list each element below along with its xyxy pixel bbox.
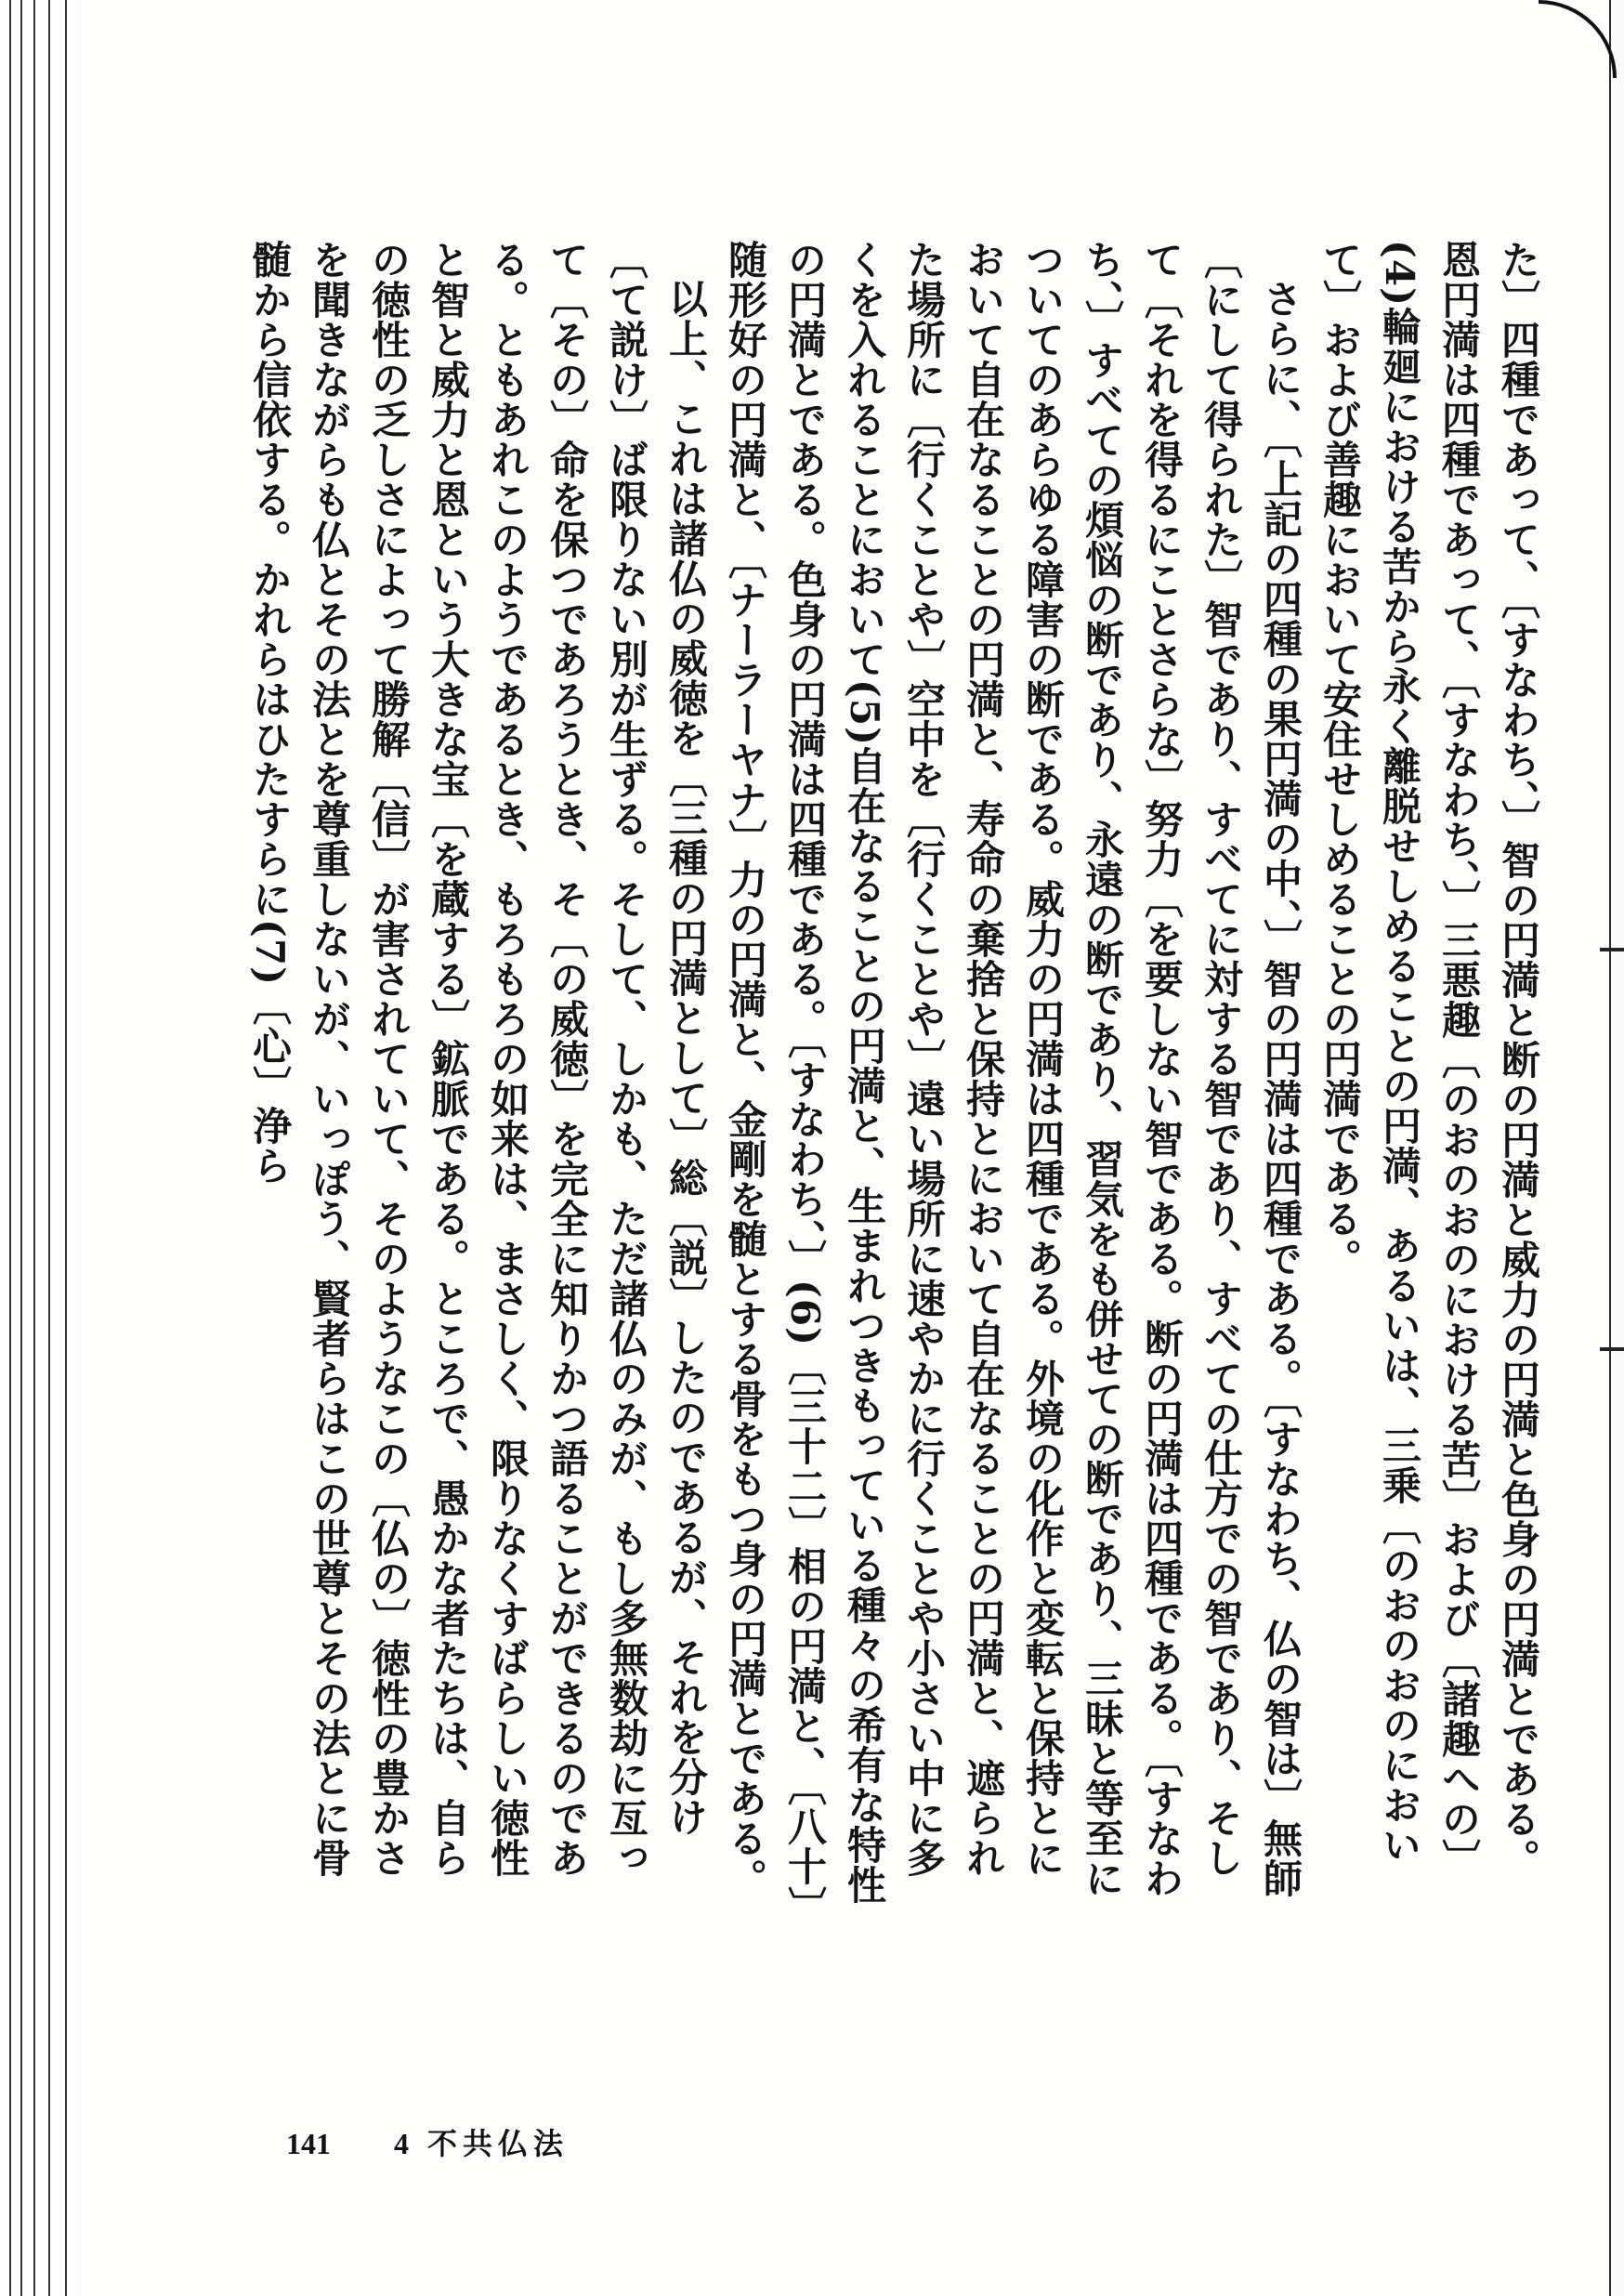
scan-line: [9, 0, 11, 2296]
paragraph-1: た〕四種であって、〔すなわち、〕智の円満と断の円満と威力の円満と色身の円満とである。恩円満は四種であって、〔すなわち、〕三悪趣〔のおのおのにおける苦〕および〔諸趣への〕(4)輪廻における苦から永く離脱せしめることの円満、あるいは、三乗〔のおのおのにおいて〕および善趣において安住せしめることの円満である。: [1317, 240, 1541, 1879]
paragraph-3: 以上、これは諸仏の威徳を〔三種の円満として〕総〔説〕したのであるが、それを分け〔て説け〕ば限りない別が生ずる。そして、しかも、ただ諸仏のみが、もし多無数劫に亙って〔その〕命を保つであろうとき、そ〔の威徳〕を完全に知りかつ語ることができるのである。ともあれこのようであるとき、もろもろの如来は、まさしく、限りなくすばらしい徳性と智と威力と恩という大きな宝〔を蔵する〕鉱脈である。ところで、愚かな者たちは、自らの徳性の乏しさによって勝解〔信〕が害されていて、そのようなこの〔仏の〕徳性の豊かさを聞きながらも仏とその法とを尊重しないが、いっぽう、賢者らはこの世尊とその法とに骨髄から信依する。かれらはひたすらに(7)〔心〕浄ら: [247, 240, 709, 1878]
paragraph-2: さらに、〔上記の四種の果円満の中、〕智の円満は四種である。〔すなわち、仏の智は〕無師〔にして得られた〕智であり、すべてに対する智であり、すべての仕方での智であり、そして〔それを得るにことさらな〕努力〔を要しない智である。断の円満は四種である。〔すなわち、〕すべての煩悩の断であり、永遠の断であり、習気をも併せての断であり、三昧と等至についてのあらゆる障害の断である。威力の円満は四種である。外境の化作と変転と保持とにおいて自在なることの円満と、寿命の棄捨と保持とにおいて自在なることの円満と、遮られた場所に〔行くことや〕空中を〔行くことや〕遠い場所に速やかに行くことや小さい中に多くを入れることにおいて(5)自在なることの円満と、生まれつきもっている種々の希有な特性の円満とである。色身の円満は四種である。〔すなわち、〕(6)〔三十二〕相の円満と、〔八十〕随形好の円満と、〔ナーラーヤナ〕力の円満と、金剛を髄とする骨をもつ身の円満とである。: [723, 240, 1303, 1907]
page-number: 141: [286, 2127, 331, 2160]
scan-tick: [1600, 1347, 1624, 1351]
scan-edge-right: [1609, 0, 1624, 2296]
page-footer: [286, 2120, 569, 2163]
scan-line: [48, 0, 50, 2296]
page-corner: [1539, 0, 1617, 78]
scan-line: [20, 0, 22, 2296]
chapter-title: 4 不共仏法: [394, 2127, 570, 2160]
scan-line: [65, 0, 67, 2296]
body-text: [240, 240, 1548, 1912]
scan-edge-left: [0, 0, 76, 2296]
scan-tick: [1600, 948, 1624, 951]
scan-line: [33, 0, 35, 2296]
